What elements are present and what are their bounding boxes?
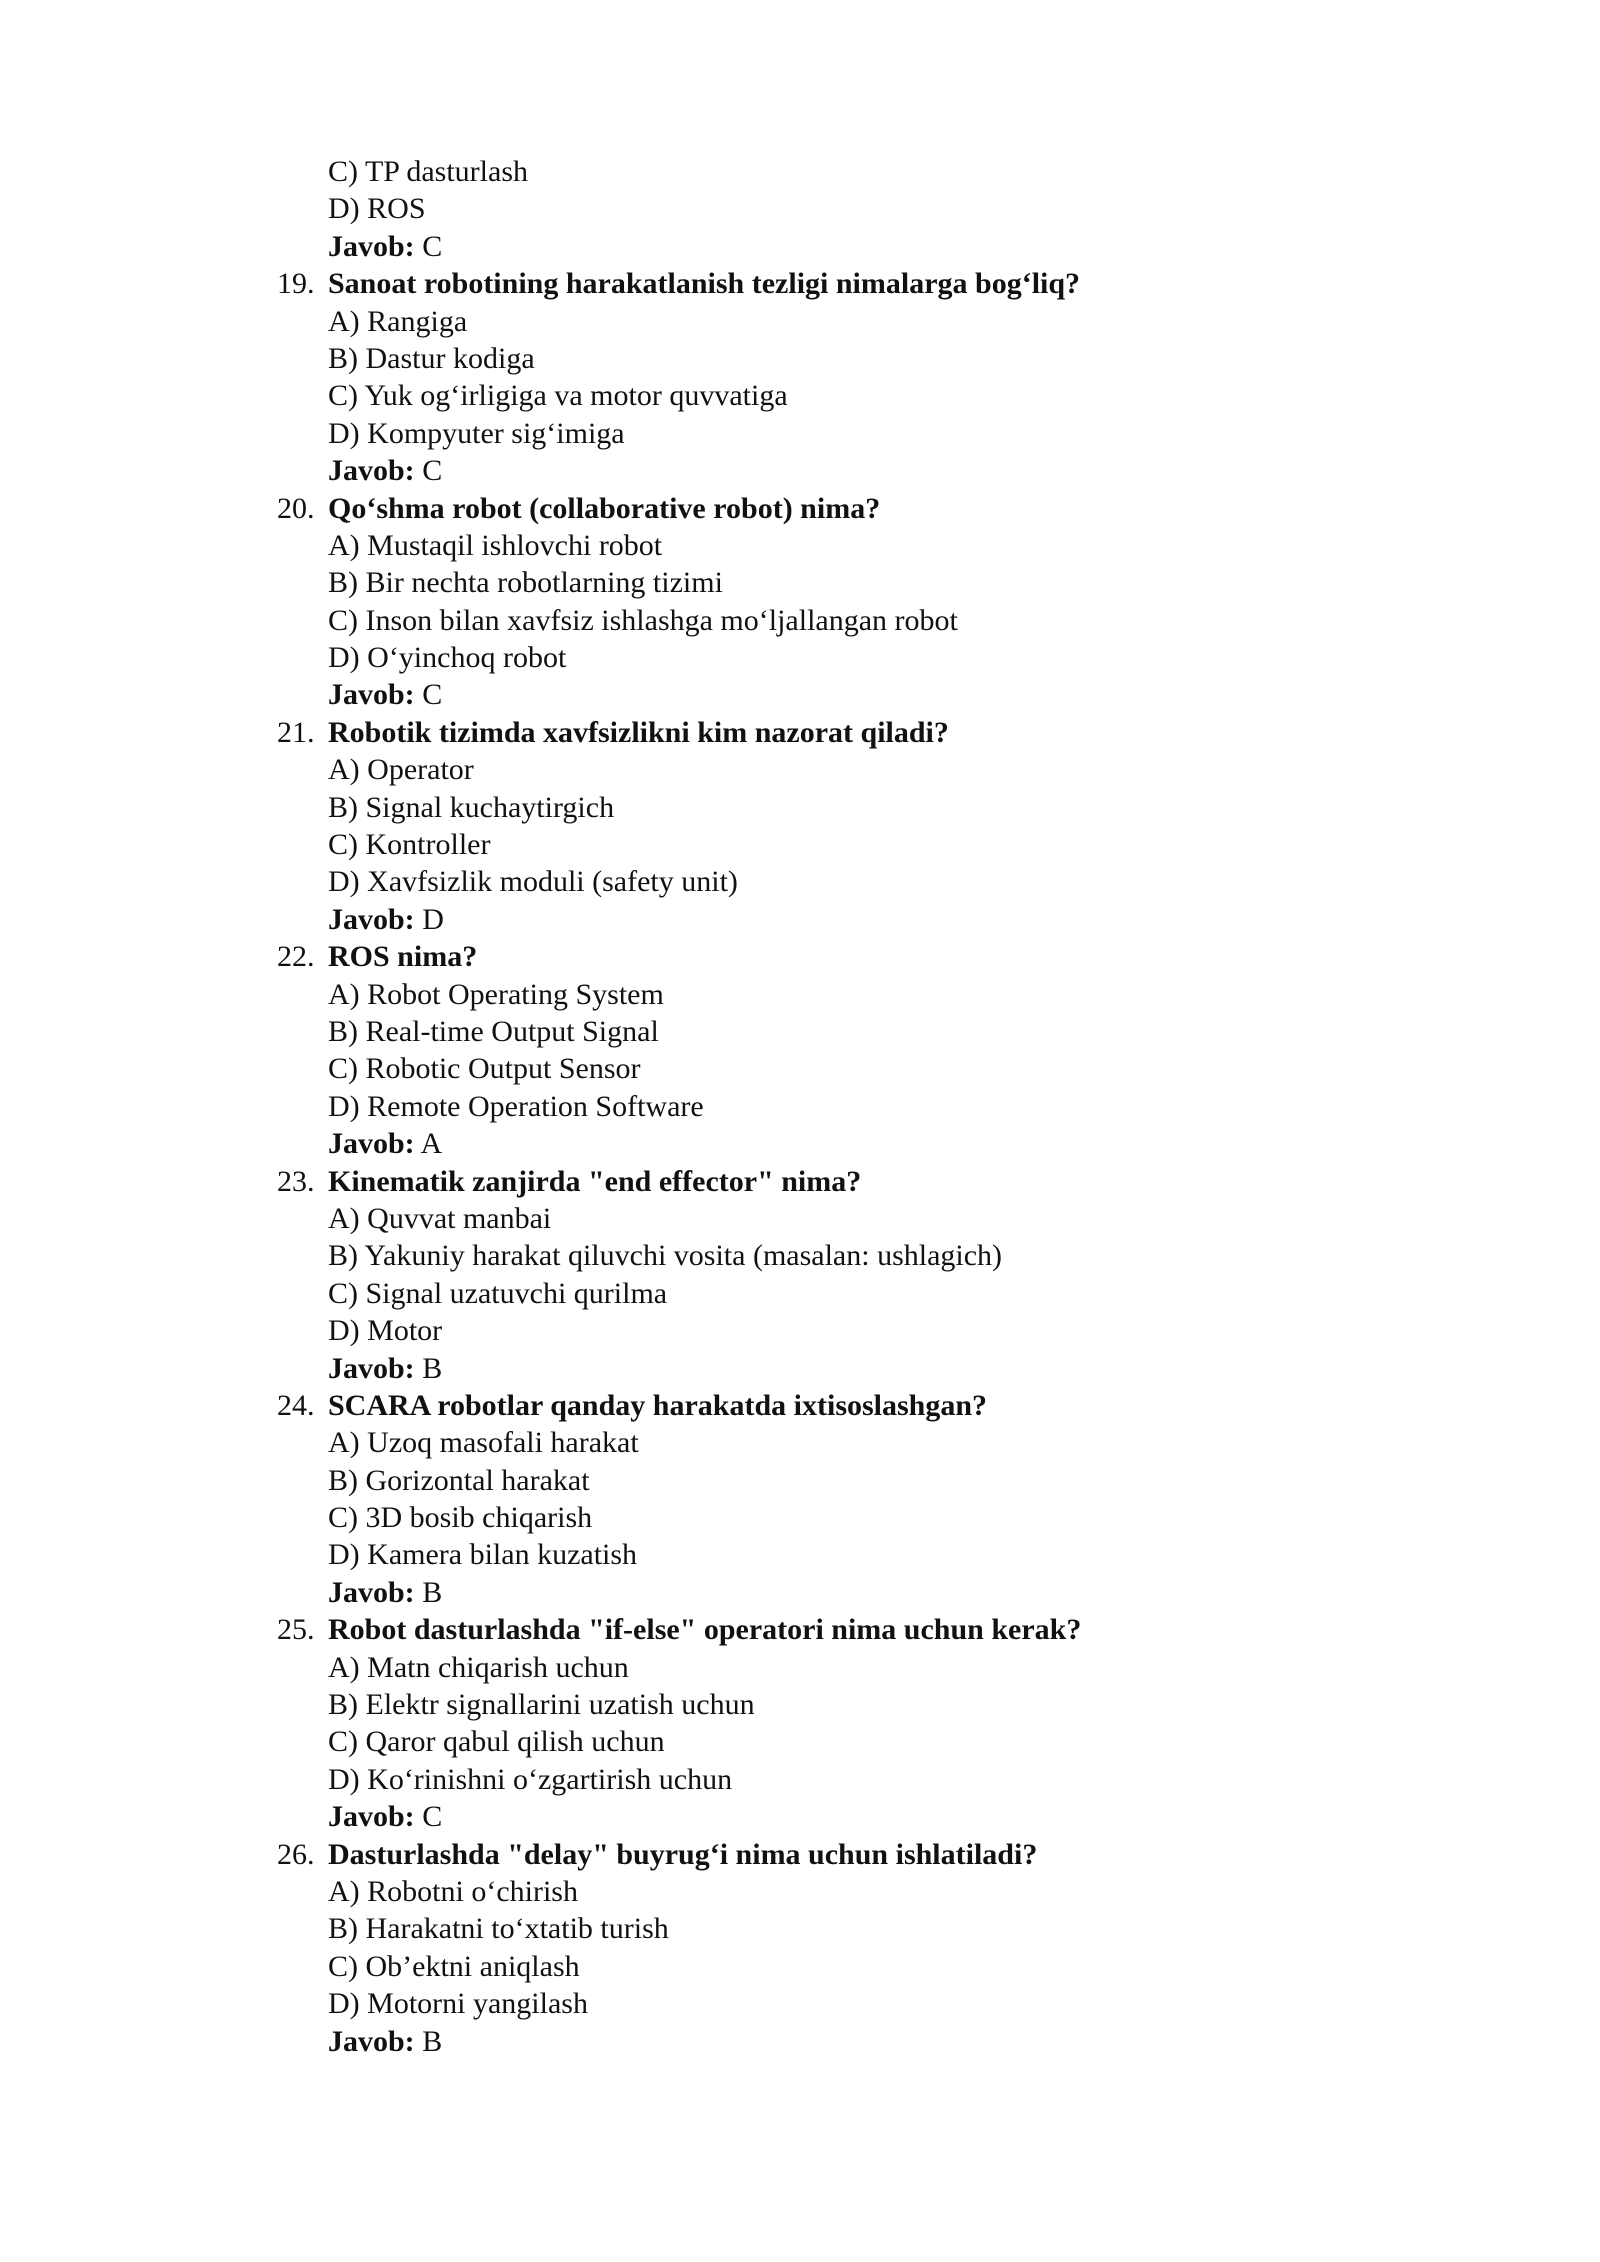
answer-option: A) Operator [328, 753, 474, 787]
question-block [0, 1163, 1600, 1387]
question-line [0, 265, 1600, 302]
question-text: Dasturlashda "delay" buyrug‘i nima uchun ishlatiladi? [328, 1837, 1038, 1871]
question-block [0, 1611, 1600, 1835]
answer-option: A) Rangiga [328, 304, 468, 338]
question-number: 21. [277, 715, 315, 749]
answer-label: Javob: [328, 454, 415, 488]
answer-option: B) Gorizontal harakat [328, 1463, 590, 1497]
question-line [0, 938, 1600, 975]
answer-option: C) Ob’ektni aniqlash [328, 1949, 580, 1983]
answer-option: B) Signal kuchaytirgich [328, 790, 615, 824]
question-block [0, 490, 1600, 714]
question-line [0, 1387, 1600, 1424]
answer-line [0, 1574, 1600, 1611]
answer-option: C) Robotic Output Sensor [328, 1052, 641, 1086]
answer-option: D) Remote Operation Software [328, 1089, 704, 1123]
question-number: 23. [277, 1164, 315, 1198]
answer-line [0, 452, 1600, 489]
question-block [0, 1387, 1600, 1611]
answer-option: C) Yuk og‘irligiga va motor quvvatiga [328, 379, 788, 413]
question-line [0, 1611, 1600, 1648]
question-number: 26. [277, 1837, 315, 1871]
question-text: Robot dasturlashda "if-else" operatori nima uchun kerak? [328, 1613, 1082, 1647]
answer-line [0, 676, 1600, 713]
question-text: Robotik tizimda xavfsizlikni kim nazorat qiladi? [328, 715, 949, 749]
answer-option: D) Xavfsizlik moduli (safety unit) [328, 865, 738, 899]
leading-option-c: C) TP dasturlash [328, 155, 528, 188]
question-block [0, 265, 1600, 489]
answer-option: B) Elektr signallarini uzatish uchun [328, 1688, 755, 1722]
answer-option: B) Bir nechta robotlarning tizimi [328, 566, 723, 600]
answer-option: B) Real-time Output Signal [328, 1014, 659, 1048]
leading-option-d: D) ROS [328, 192, 426, 226]
question-number: 19. [277, 267, 315, 301]
question-text: Kinematik zanjirda "end effector" nima? [328, 1164, 862, 1198]
answer-value: A [420, 1127, 443, 1161]
answer-value: C [422, 229, 443, 263]
answer-option: C) 3D bosib chiqarish [328, 1501, 593, 1535]
question-block [0, 938, 1600, 1162]
answer-option: A) Quvvat manbai [328, 1201, 552, 1235]
answer-option: B) Harakatni to‘xtatib turish [328, 1912, 669, 1946]
answer-value: D [422, 902, 444, 936]
answer-line [0, 1125, 1600, 1162]
answer-option: A) Robotni o‘chirish [328, 1874, 578, 1908]
answer-value: B [422, 1575, 443, 1609]
question-text: Qo‘shma robot (collaborative robot) nima? [328, 491, 881, 525]
answer-option: A) Uzoq masofali harakat [328, 1426, 639, 1460]
answer-option: D) Ko‘rinishni o‘zgartirish uchun [328, 1762, 733, 1796]
question-number: 24. [277, 1388, 315, 1422]
answer-option: D) Kamera bilan kuzatish [328, 1538, 638, 1572]
answer-label: Javob: [328, 2024, 415, 2058]
question-text: ROS nima? [328, 940, 478, 974]
answer-value: C [422, 454, 443, 488]
question-line [0, 1836, 1600, 1873]
answer-option: D) Motorni yangilash [328, 1987, 588, 2021]
question-block [0, 714, 1600, 938]
question-text: SCARA robotlar qanday harakatda ixtisoslashgan? [328, 1388, 988, 1422]
question-line [0, 490, 1600, 527]
answer-label: Javob: [328, 678, 415, 712]
answer-option: B) Dastur kodiga [328, 341, 535, 375]
answer-option: A) Robot Operating System [328, 977, 664, 1011]
answer-label: Javob: [328, 1351, 415, 1385]
answer-value: C [422, 678, 443, 712]
leading-answer [0, 228, 1600, 265]
answer-label: Javob: [328, 1800, 415, 1834]
answer-label: Javob: [328, 1575, 415, 1609]
answer-value: C [422, 1800, 443, 1834]
answer-line [0, 1798, 1600, 1835]
answer-option: A) Matn chiqarish uchun [328, 1650, 629, 1684]
answer-option: D) O‘yinchoq robot [328, 641, 567, 675]
answer-option: D) Kompyuter sig‘imiga [328, 416, 625, 450]
answer-line [0, 2023, 1600, 2060]
answer-option: C) Kontroller [328, 828, 491, 862]
answer-value: B [422, 2024, 443, 2058]
answer-option: C) Signal uzatuvchi qurilma [328, 1276, 668, 1310]
answer-label: Javob: [328, 1127, 415, 1161]
answer-value: B [422, 1351, 443, 1385]
answer-option: D) Motor [328, 1314, 443, 1348]
question-line [0, 714, 1600, 751]
quiz-document [0, 153, 1600, 2060]
question-list [0, 265, 1600, 2060]
answer-option: C) Inson bilan xavfsiz ishlashga mo‘ljallangan robot [328, 603, 958, 637]
question-text: Sanoat robotining harakatlanish tezligi nimalarga bog‘liq? [328, 267, 1081, 301]
answer-option: A) Mustaqil ishlovchi robot [328, 528, 663, 562]
answer-line [0, 1350, 1600, 1387]
question-number: 22. [277, 940, 315, 974]
question-number: 20. [277, 491, 315, 525]
answer-option: C) Qaror qabul qilish uchun [328, 1725, 665, 1759]
answer-option: B) Yakuniy harakat qiluvchi vosita (masalan: ushlagich) [328, 1239, 1003, 1273]
question-line [0, 1163, 1600, 1200]
question-number: 25. [277, 1613, 315, 1647]
answer-line [0, 901, 1600, 938]
answer-label: Javob: [328, 902, 415, 936]
answer-label: Javob: [328, 229, 415, 263]
question-block [0, 1836, 1600, 2060]
